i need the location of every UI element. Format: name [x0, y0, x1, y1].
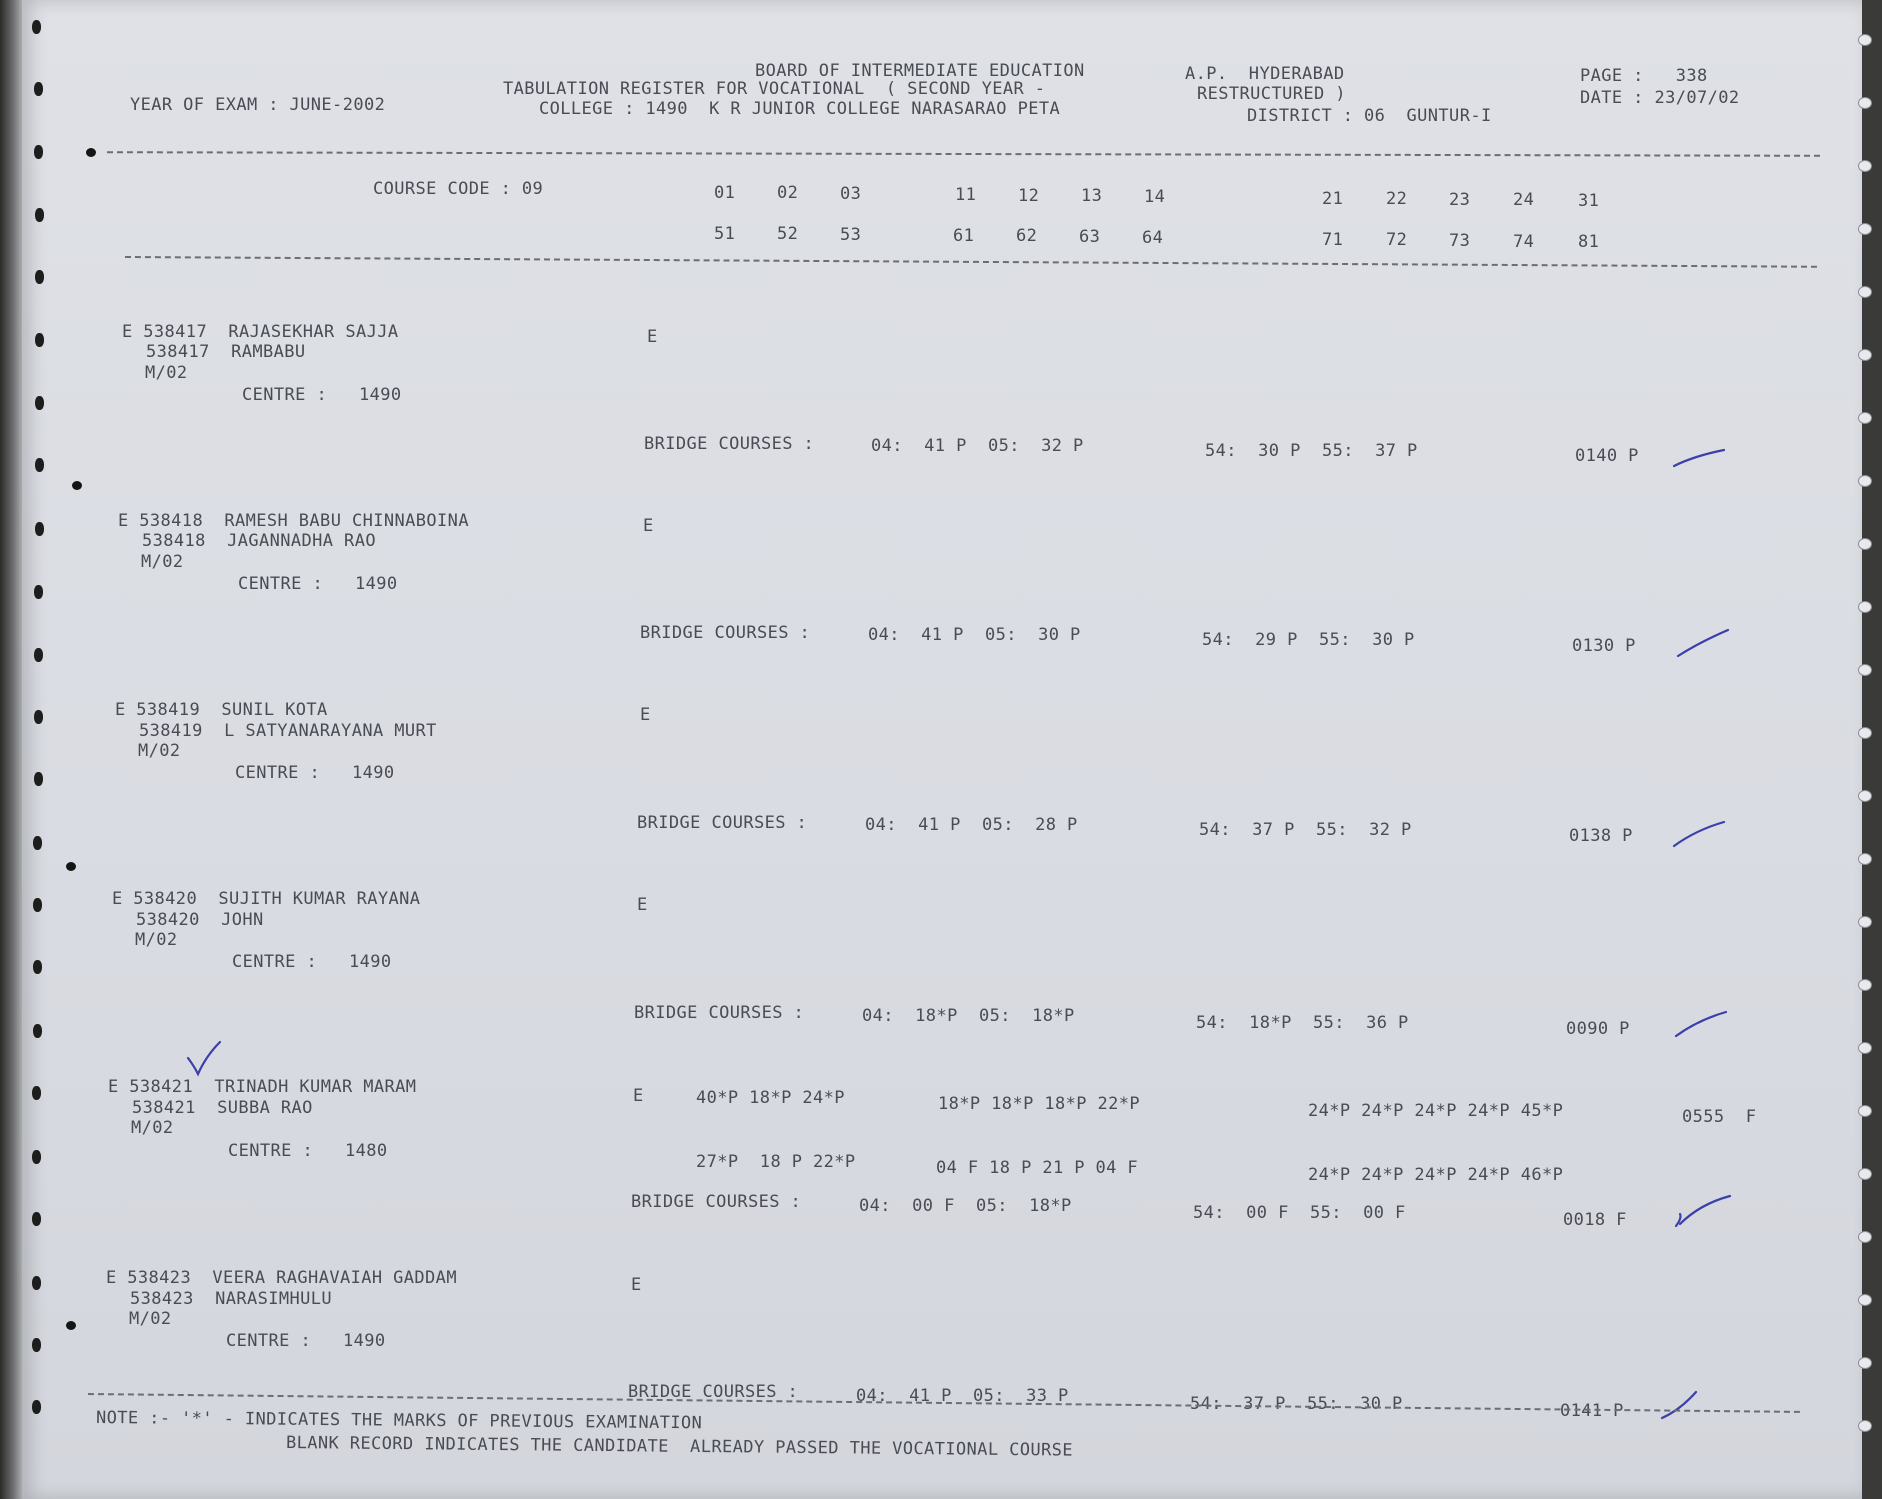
tractor-hole — [1858, 286, 1872, 298]
bridge-marks-04-05: 04: 41 P 05: 30 P — [868, 625, 1081, 645]
record-centre: CENTRE : 1490 — [235, 763, 395, 783]
record-flag: E — [647, 327, 658, 347]
marks-row2-group3: 24*P 24*P 24*P 24*P 46*P — [1308, 1165, 1564, 1185]
record-total: 0090 P — [1566, 1019, 1630, 1039]
record-total: 0138 P — [1569, 826, 1633, 846]
course-col-74: 74 — [1513, 232, 1535, 252]
tractor-hole — [1858, 34, 1872, 46]
course-col-62: 62 — [1016, 226, 1038, 246]
course-col-13: 13 — [1081, 186, 1103, 206]
record-centre: CENTRE : 1490 — [242, 385, 402, 405]
ink-blot — [66, 862, 76, 871]
record-centre: CENTRE : 1480 — [228, 1141, 388, 1161]
bridge-courses-label: BRIDGE COURSES : — [640, 623, 811, 643]
record-roll-name: E 538418 RAMESH BABU CHINNABOINA — [118, 511, 469, 531]
tabulation-register-page — [22, 0, 1862, 1499]
record-centre: CENTRE : 1490 — [226, 1331, 386, 1351]
course-col-14: 14 — [1144, 187, 1166, 207]
course-col-52: 52 — [777, 224, 799, 244]
marks-row1-group1: 40*P 18*P 24*P — [696, 1088, 845, 1108]
tractor-hole — [1858, 538, 1872, 550]
punch-hole — [32, 1150, 41, 1164]
punch-hole — [32, 20, 41, 34]
tractor-hole — [1858, 1105, 1872, 1117]
record-parent-name: 538419 L SATYANARAYANA MURT — [139, 721, 437, 741]
college-line: COLLEGE : 1490 K R JUNIOR COLLEGE NARASARAO PETA — [539, 99, 1061, 119]
record-flag: E — [637, 895, 648, 915]
course-code: COURSE CODE : 09 — [373, 179, 544, 199]
tractor-hole — [1858, 601, 1872, 613]
board-location: A.P. HYDERABAD — [1185, 64, 1345, 84]
tractor-hole — [1858, 412, 1872, 424]
bridge-courses-label: BRIDGE COURSES : — [644, 434, 815, 454]
checkmark-icon — [1672, 1006, 1732, 1042]
punch-hole — [32, 1086, 41, 1100]
punch-hole — [33, 836, 42, 850]
course-col-12: 12 — [1018, 186, 1040, 206]
bridge-marks-04-05: 04: 18*P 05: 18*P — [862, 1006, 1075, 1026]
print-date: DATE : 23/07/02 — [1580, 88, 1740, 108]
ink-blot — [72, 481, 82, 490]
record-group: M/02 — [129, 1309, 172, 1329]
bridge-courses-label: BRIDGE COURSES : — [628, 1382, 799, 1402]
punch-hole — [35, 333, 44, 347]
course-col-11: 11 — [955, 185, 977, 205]
bridge-marks-54-55: 54: 30 P 55: 37 P — [1205, 441, 1418, 461]
course-col-21: 21 — [1322, 189, 1344, 209]
tractor-hole — [1858, 790, 1872, 802]
record-total: 0130 P — [1572, 636, 1636, 656]
bridge-marks-54-55: 54: 18*P 55: 36 P — [1196, 1013, 1409, 1033]
tractor-hole — [1858, 916, 1872, 928]
bridge-marks-54-55: 54: 37 P 55: 32 P — [1199, 820, 1412, 840]
punch-hole — [32, 1400, 41, 1414]
punch-hole — [33, 898, 42, 912]
record-group: M/02 — [135, 930, 178, 950]
punch-hole — [34, 648, 43, 662]
course-col-64: 64 — [1142, 228, 1164, 248]
record-parent-name: 538418 JAGANNADHA RAO — [142, 531, 376, 551]
grand-total: 0555 F — [1682, 1107, 1757, 1127]
year-of-exam: YEAR OF EXAM : JUNE-2002 — [130, 95, 386, 115]
punch-hole — [35, 396, 44, 410]
punch-hole — [35, 208, 44, 222]
punch-hole — [34, 772, 43, 786]
marks-row2-group1: 27*P 18 P 22*P — [696, 1152, 856, 1172]
tractor-hole — [1858, 349, 1872, 361]
course-col-51: 51 — [714, 224, 736, 244]
ink-blot — [66, 1321, 76, 1330]
record-group: M/02 — [141, 552, 184, 572]
record-roll-name: E 538419 SUNIL KOTA — [115, 700, 328, 720]
record-parent-name: 538417 RAMBABU — [146, 342, 306, 362]
punch-hole — [35, 522, 44, 536]
record-flag: E — [633, 1086, 644, 1106]
course-col-24: 24 — [1513, 190, 1535, 210]
punch-hole — [32, 1338, 41, 1352]
bridge-marks-04-05: 04: 41 P 05: 28 P — [865, 815, 1078, 835]
course-col-01: 01 — [714, 183, 736, 203]
note-line-1: NOTE :- '*' - INDICATES THE MARKS OF PREVIOUS EXAMINATION — [95, 1408, 703, 1434]
checkmark-icon — [1670, 440, 1730, 472]
bridge-marks-04-05: 04: 41 P 05: 33 P — [856, 1386, 1069, 1406]
tractor-hole — [1858, 160, 1872, 172]
bridge-marks-04-05: 04: 41 P 05: 32 P — [871, 436, 1084, 456]
bridge-courses-label: BRIDGE COURSES : — [637, 813, 808, 833]
tractor-hole — [1858, 475, 1872, 487]
record-group: M/02 — [131, 1118, 174, 1138]
course-col-22: 22 — [1386, 189, 1408, 209]
tractor-hole — [1858, 223, 1872, 235]
punch-hole — [34, 710, 43, 724]
marks-row2-group2: 04 F 18 P 21 P 04 F — [936, 1158, 1139, 1178]
record-group: M/02 — [145, 363, 188, 383]
record-parent-name: 538420 JOHN — [136, 910, 264, 930]
record-centre: CENTRE : 1490 — [232, 952, 392, 972]
record-roll-name: E 538423 VEERA RAGHAVAIAH GADDAM — [106, 1268, 457, 1288]
punch-hole — [34, 82, 43, 96]
record-group: M/02 — [138, 741, 181, 761]
course-header-rule — [125, 256, 1817, 268]
binding-edge — [0, 0, 22, 1499]
course-col-31: 31 — [1578, 191, 1600, 211]
punch-hole — [35, 270, 44, 284]
course-col-72: 72 — [1386, 230, 1408, 250]
tractor-hole — [1858, 1420, 1872, 1432]
record-parent-name: 538423 NARASIMHULU — [130, 1289, 333, 1309]
record-total: 0141 P — [1560, 1401, 1624, 1421]
record-total: 0018 F — [1563, 1210, 1627, 1230]
course-col-02: 02 — [777, 183, 799, 203]
course-col-03: 03 — [840, 184, 862, 204]
course-col-71: 71 — [1322, 230, 1344, 250]
punch-hole — [32, 1212, 41, 1226]
note-line-2: BLANK RECORD INDICATES THE CANDIDATE ALREADY PASSED THE VOCATIONAL COURSE — [285, 1433, 1074, 1461]
page-number: PAGE : 338 — [1580, 66, 1708, 86]
bridge-marks-04-05: 04: 00 F 05: 18*P — [859, 1196, 1072, 1216]
restructured-label: RESTRUCTURED ) — [1197, 84, 1346, 104]
record-total: 0140 P — [1575, 446, 1639, 466]
tractor-hole — [1858, 1042, 1872, 1054]
record-roll-name: E 538420 SUJITH KUMAR RAYANA — [112, 889, 421, 909]
checkmark-icon — [1670, 814, 1730, 852]
record-flag: E — [643, 516, 654, 536]
record-centre: CENTRE : 1490 — [238, 574, 398, 594]
checkmark-icon — [1674, 624, 1734, 662]
tractor-hole — [1858, 97, 1872, 109]
course-col-63: 63 — [1079, 227, 1101, 247]
record-roll-name: E 538421 TRINADH KUMAR MARAM — [108, 1077, 417, 1097]
tractor-hole — [1858, 853, 1872, 865]
record-parent-name: 538421 SUBBA RAO — [132, 1098, 313, 1118]
ink-blot — [86, 148, 96, 157]
tractor-hole — [1858, 979, 1872, 991]
bridge-marks-54-55: 54: 37 P 55: 30 P — [1190, 1394, 1403, 1414]
course-col-61: 61 — [953, 226, 975, 246]
tractor-hole — [1858, 1231, 1872, 1243]
checkmark-icon — [1672, 1190, 1736, 1232]
course-col-81: 81 — [1578, 232, 1600, 252]
course-col-53: 53 — [840, 225, 862, 245]
tractor-hole — [1858, 1168, 1872, 1180]
tractor-hole — [1858, 664, 1872, 676]
tractor-hole — [1858, 1294, 1872, 1306]
tractor-hole — [1858, 727, 1872, 739]
header-rule — [107, 151, 1820, 157]
bridge-marks-54-55: 54: 00 F 55: 00 F — [1193, 1203, 1406, 1223]
tractor-hole — [1858, 1357, 1872, 1369]
punch-hole — [34, 585, 43, 599]
punch-hole — [32, 1276, 41, 1290]
checkmark-icon — [182, 1038, 226, 1080]
punch-hole — [33, 1024, 42, 1038]
punch-hole — [34, 145, 43, 159]
punch-hole — [35, 458, 44, 472]
board-name: BOARD OF INTERMEDIATE EDUCATION — [755, 61, 1085, 81]
district-line: DISTRICT : 06 GUNTUR-I — [1247, 106, 1492, 126]
record-flag: E — [631, 1275, 642, 1295]
course-col-73: 73 — [1449, 231, 1471, 251]
register-title: TABULATION REGISTER FOR VOCATIONAL ( SECOND YEAR - — [503, 79, 1046, 99]
bridge-marks-54-55: 54: 29 P 55: 30 P — [1202, 630, 1415, 650]
checkmark-icon — [1658, 1388, 1702, 1424]
bridge-courses-label: BRIDGE COURSES : — [631, 1192, 802, 1212]
record-flag: E — [640, 705, 651, 725]
course-col-23: 23 — [1449, 190, 1471, 210]
record-roll-name: E 538417 RAJASEKHAR SAJJA — [122, 322, 399, 342]
marks-row1-group3: 24*P 24*P 24*P 24*P 45*P — [1308, 1101, 1564, 1121]
punch-hole — [33, 960, 42, 974]
marks-row1-group2: 18*P 18*P 18*P 22*P — [938, 1094, 1141, 1114]
bridge-courses-label: BRIDGE COURSES : — [634, 1003, 805, 1023]
